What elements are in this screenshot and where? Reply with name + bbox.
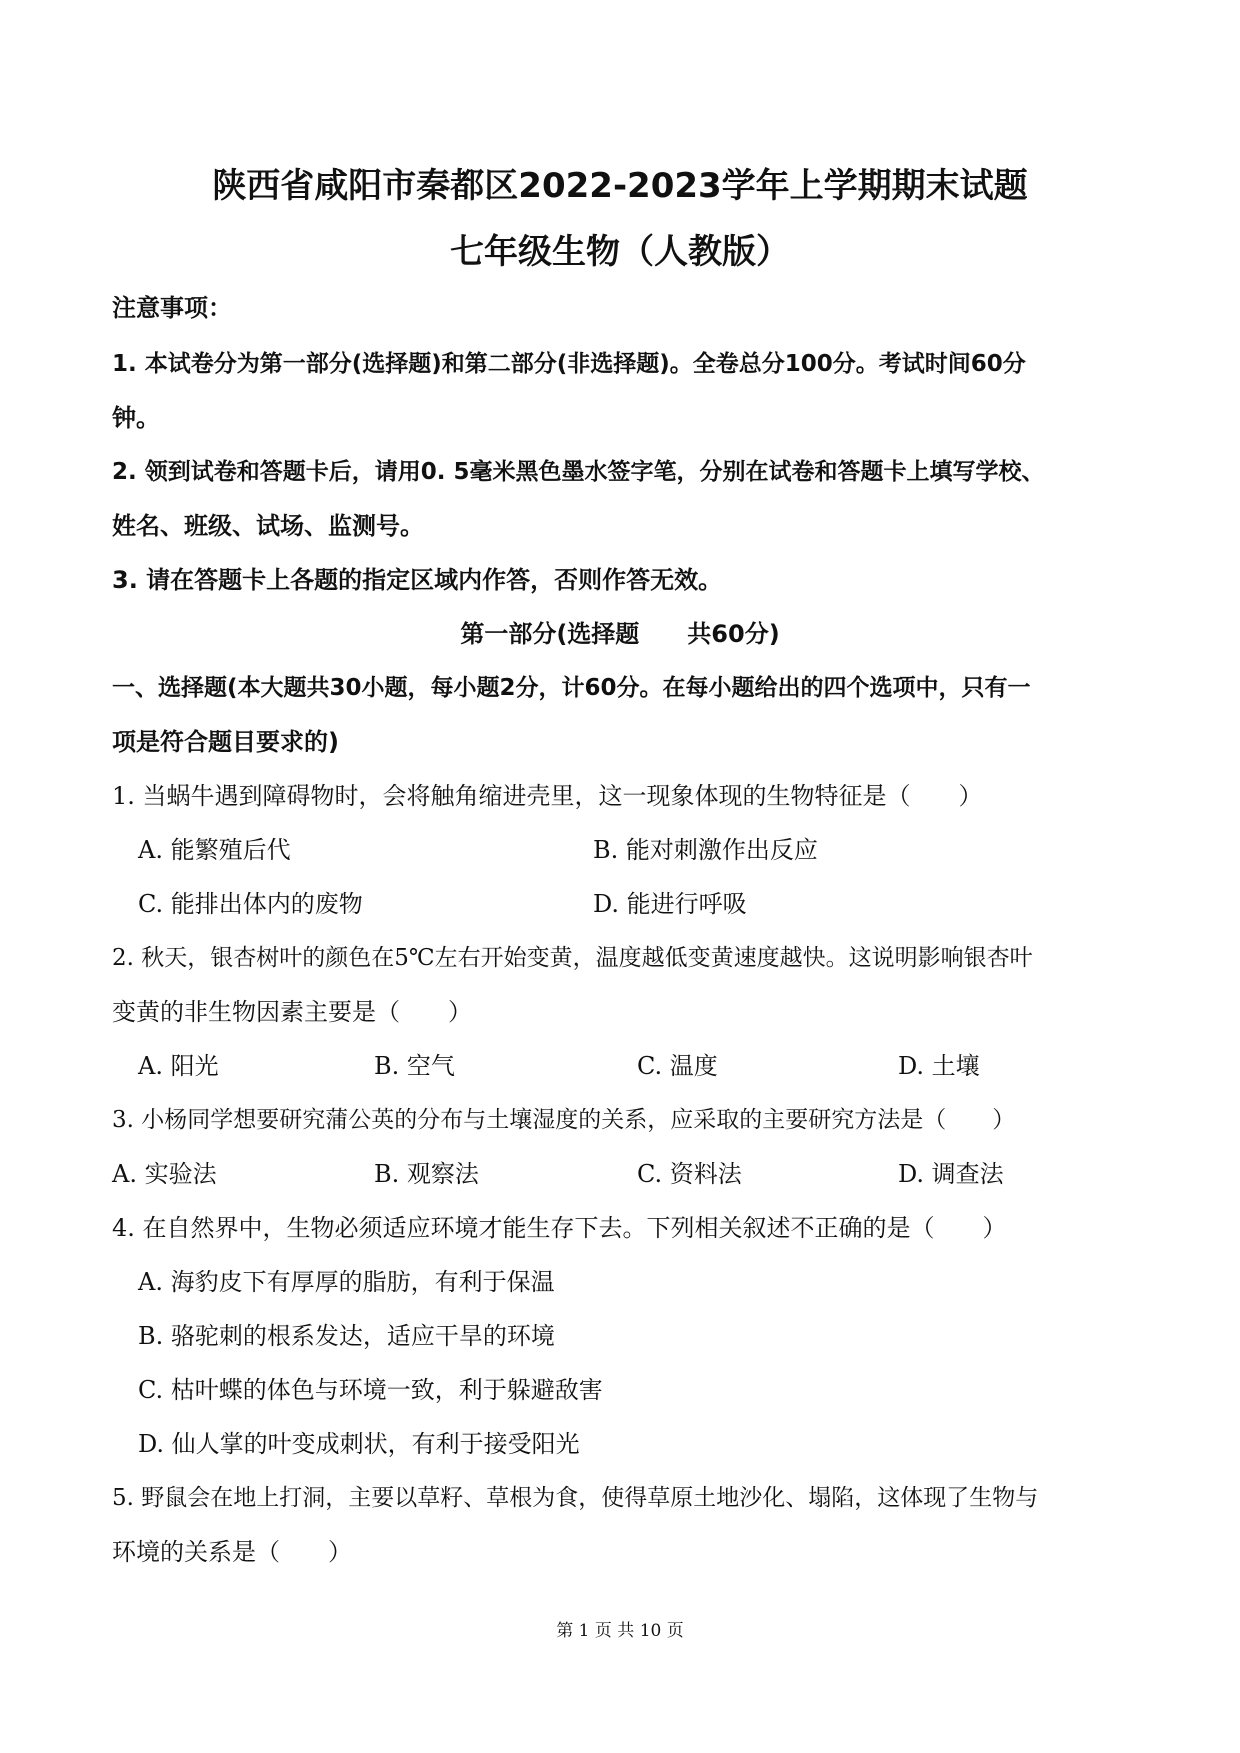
note-1-line-1: 1. 本试卷分为第一部分(选择题)和第二部分(非选择题)。全卷总分100分。考试时间60分 (112, 351, 1026, 377)
question-4-option-d: D. 仙人掌的叶变成刺状，有利于接受阳光 (138, 1430, 580, 1458)
question-1-option-a: A. 能繁殖后代 (138, 836, 291, 864)
question-1-option-d: D. 能进行呼吸 (593, 890, 747, 918)
page-number-footer: 第 1 页 共 10 页 (556, 1621, 684, 1641)
question-3-option-d: D. 调查法 (898, 1160, 1004, 1188)
question-5-stem-line-1: 5. 野鼠会在地上打洞，主要以草籽、草根为食，使得草原土地沙化、塌陷，这体现了生物与 (112, 1485, 1039, 1511)
section-instructions-line-2: 项是符合题目要求的) (112, 728, 339, 756)
question-4-option-b: B. 骆驼刺的根系发达，适应干旱的环境 (138, 1322, 555, 1350)
note-3: 3. 请在答题卡上各题的指定区域内作答，否则作答无效。 (112, 566, 723, 594)
question-3-option-c: C. 资料法 (637, 1160, 742, 1188)
question-2-stem-line-2: 变黄的非生物因素主要是（ ） (112, 998, 472, 1026)
question-3-option-b: B. 观察法 (374, 1160, 479, 1188)
note-1-line-2: 钟。 (112, 404, 160, 432)
question-5-stem-line-2: 环境的关系是（ ） (112, 1538, 352, 1566)
section-instructions-line-1: 一、选择题(本大题共30小题，每小题2分，计60分。在每小题给出的四个选项中，只有一 (112, 675, 1031, 701)
question-2-option-c: C. 温度 (637, 1052, 718, 1080)
question-2-option-d: D. 土壤 (898, 1052, 980, 1080)
exam-title: 陕西省咸阳市秦都区2022-2023学年上学期期末试题 (212, 166, 1028, 206)
question-2-stem-line-1: 2. 秋天，银杏树叶的颜色在5℃左右开始变黄，温度越低变黄速度越快。这说明影响银杏叶 (112, 945, 1033, 971)
question-1-option-c: C. 能排出体内的废物 (138, 890, 363, 918)
question-4-stem: 4. 在自然界中，生物必须适应环境才能生存下去。下列相关叙述不正确的是（ ） (112, 1214, 1007, 1242)
question-4-option-c: C. 枯叶蝶的体色与环境一致，利于躲避敌害 (138, 1376, 603, 1404)
part-1-heading: 第一部分(选择题 共60分) (460, 620, 780, 648)
question-2-option-b: B. 空气 (374, 1052, 455, 1080)
question-1-stem: 1. 当蜗牛遇到障碍物时，会将触角缩进壳里，这一现象体现的生物特征是（ ） (112, 782, 983, 810)
question-3-stem: 3. 小杨同学想要研究蒲公英的分布与土壤湿度的关系，应采取的主要研究方法是（ ） (112, 1107, 1016, 1133)
question-2-option-a: A. 阳光 (138, 1052, 219, 1080)
note-2-line-1: 2. 领到试卷和答题卡后，请用0. 5毫米黑色墨水签字笔，分别在试卷和答题卡上填写学校、 (112, 459, 1045, 485)
question-3-option-a: A. 实验法 (112, 1160, 217, 1188)
note-2-line-2: 姓名、班级、试场、监测号。 (112, 512, 424, 540)
notes-heading: 注意事项： (112, 294, 232, 322)
question-1-option-b: B. 能对刺激作出反应 (593, 836, 818, 864)
question-4-option-a: A. 海豹皮下有厚厚的脂肪，有利于保温 (138, 1268, 555, 1296)
exam-subtitle: 七年级生物（人教版） (450, 232, 790, 272)
